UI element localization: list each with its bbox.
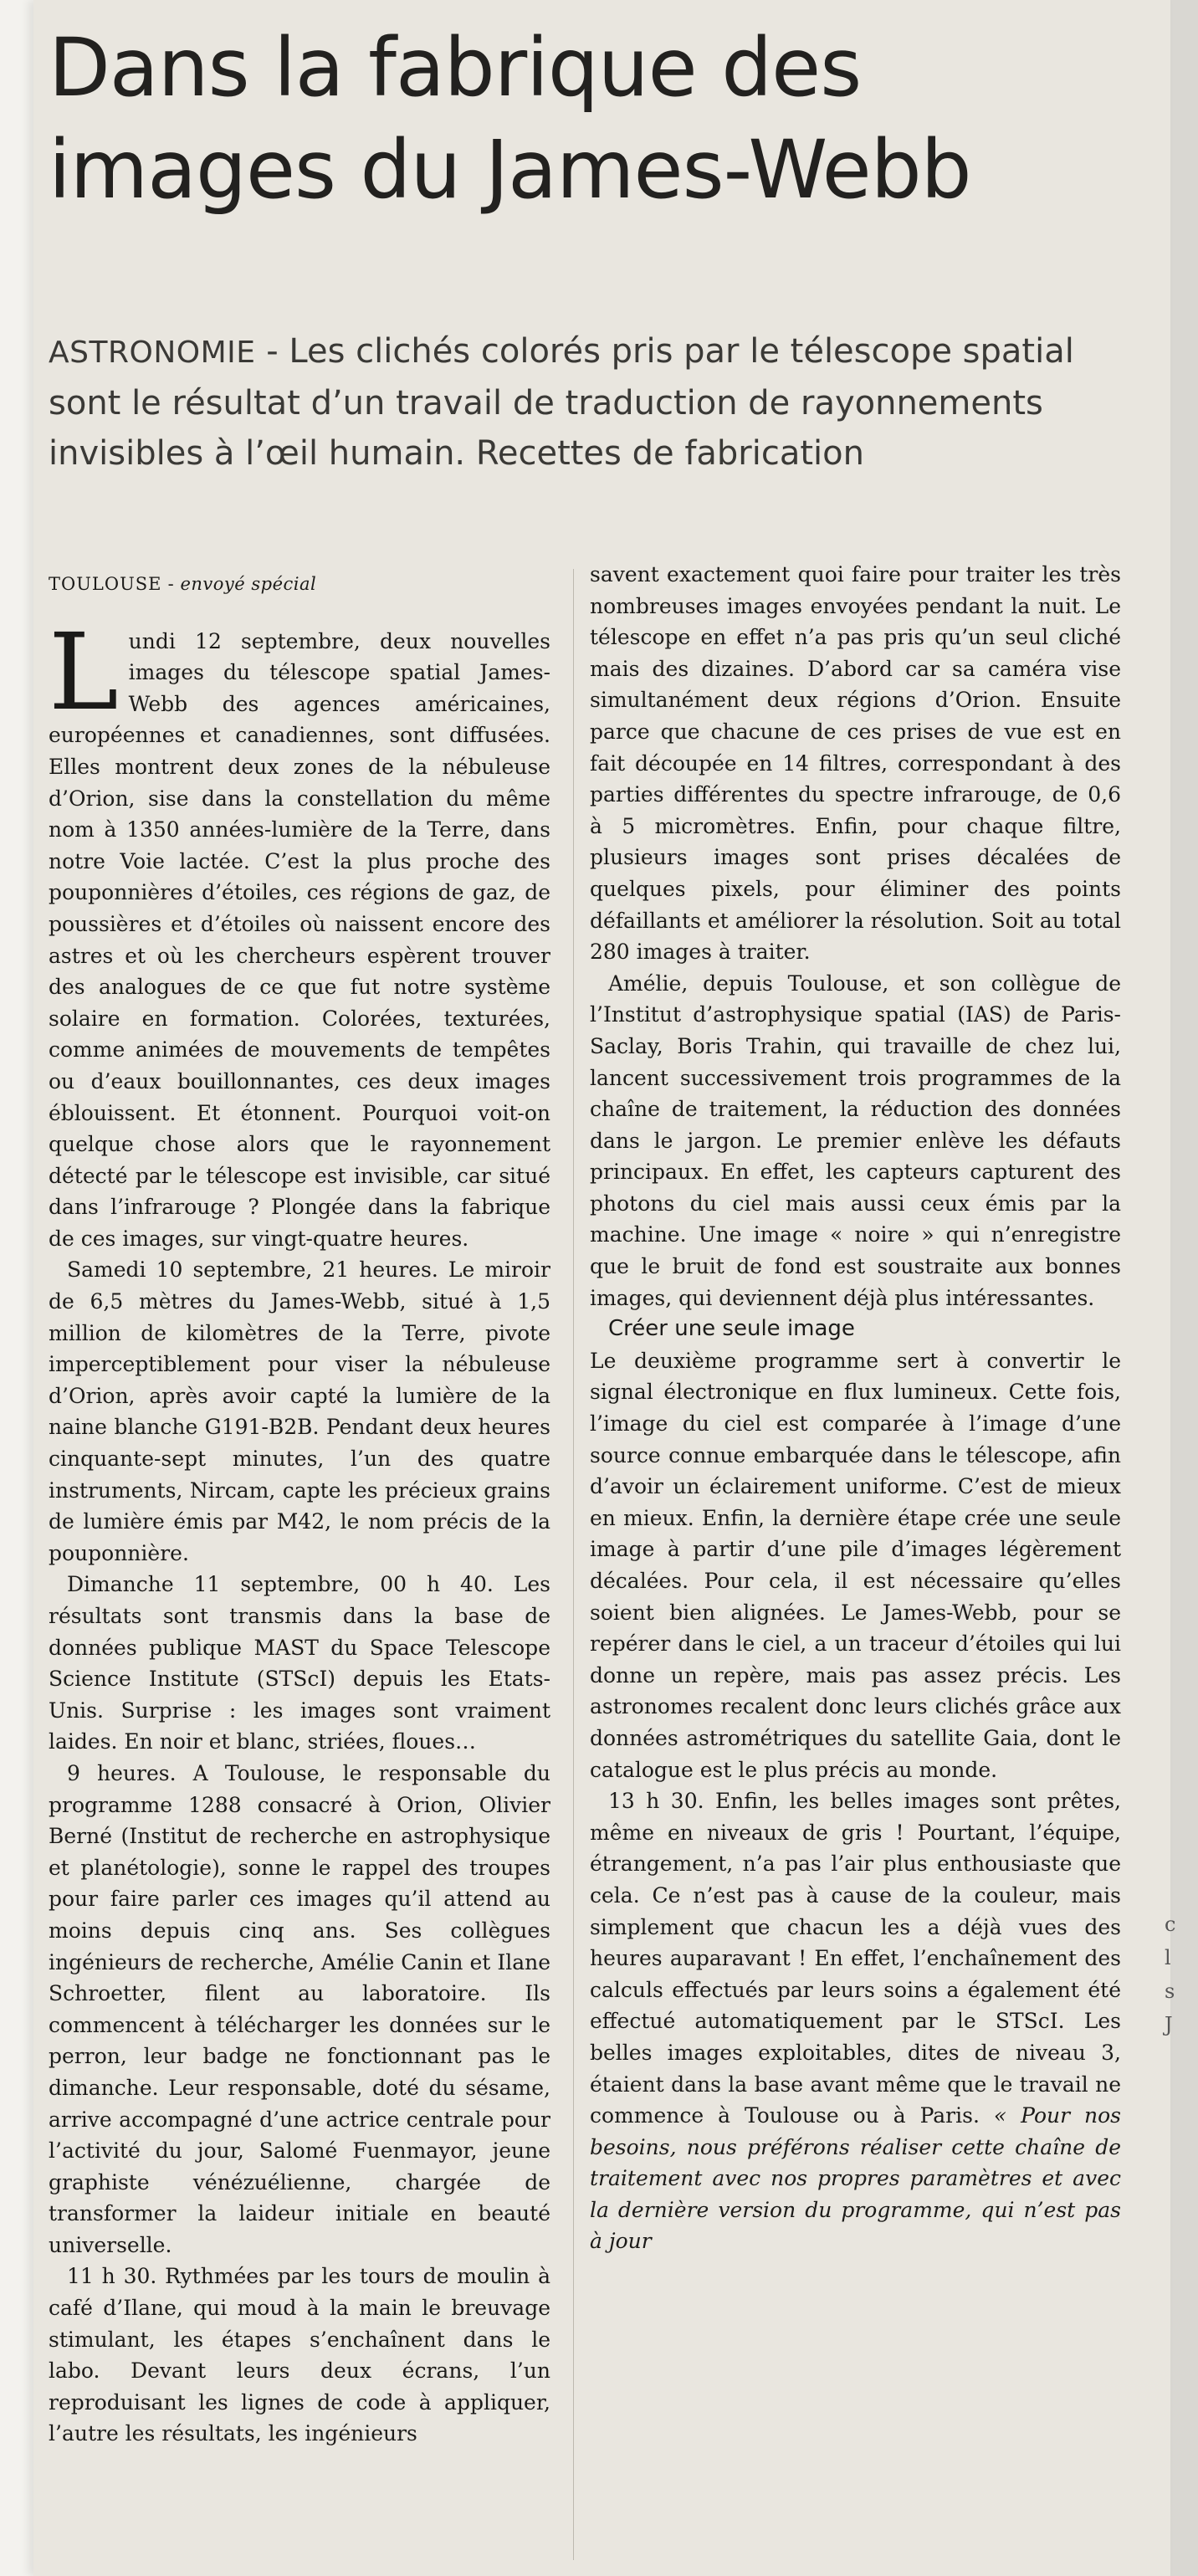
- paragraph: Le deuxième programme sert à convertir le signal électronique en flux lumineux. Cette fois, l’image du ciel est comparée à l’image d’une source connue embarquée dans le télescope, afin d’avoir un éclairement uniforme. C’est de mieux en mieux. Enfin, la dernière étape crée une seule image à partir d’une pile d’images légèrement décalées. Pour cela, il est nécessaire qu’elles soient bien alignées. Le James-Webb, pour se repérer dans le ciel, a un traceur d’étoiles qui lui donne un repère, mais pas assez précis. Les astronomes recalent donc leurs clichés grâce aux données astrométriques du satellite Gaia, dont le catalogue est le plus précis au monde.: [590, 1348, 1121, 1782]
- paragraph-lead-text: undi 12 septembre, deux nouvelles images du télescope spatial James-Webb des agences américaines, européennes et canadiennes, sont diffusées. Elles montrent deux zones de la nébuleuse d’Orion, sise dans la constellation du même nom à 1350 années-lumière de la Terre, dans notre Voie lactée. C’est la plus proche des pouponnières d’étoiles, ces régions de gaz, de poussières et d’étoiles où naissent encore des astres et où les chercheurs espèrent trouver des analogues de ce que fut notre système solaire en formation. Colorées, texturées, comme animées de mouvements de tempêtes ou d’eaux bouillonnantes, ces deux images éblouissent. Et étonnent. Pourquoi voit-on quelque chose alors que le rayonnement détecté par le télescope est invisible, car situé dans l’infrarouge ? Plongée dans la fabrique de ces images, sur vingt-quatre heures.: [49, 628, 550, 1251]
- drop-cap: L: [49, 610, 119, 734]
- newspaper-page: [33, 0, 1176, 2576]
- byline-role: envoyé spécial: [180, 574, 317, 594]
- article-column-left: [49, 569, 550, 2450]
- paragraph-continued: savent exactement quoi faire pour traiter les très nombreuses images envoyées pendant la nuit. Le télescope en effet n’a pas pris qu’un seul cliché mais des dizaines. D’abord car sa caméra vise simultanément deux régions d’Orion. Ensuite parce que chacune de ces prises de vue est en fait découpée en 14 filtres, correspondant à des parties différentes du spectre infrarouge, de 0,6 à 5 micromètres. Enfin, pour chaque filtre, plusieurs images sont prises décalées de quelques pixels, pour éliminer des points défaillants et améliorer la résolution. Soit au total 280 images à traiter.: [590, 562, 1121, 965]
- paragraph: 9 heures. A Toulouse, le responsable du programme 1288 consacré à Orion, Olivier Berné (Institut de recherche en astrophysique et planétologie), sonne le rappel des troupes pour faire parler ces images qu’il attend au moins depuis cinq ans. Ses collègues ingénieurs de recherche, Amélie Canin et Ilane Schroetter, filent au laboratoire. Ils commencent à télécharger les données sur le perron, leur badge ne fonctionnant pas le dimanche. Leur responsable, doté du sésame, arrive accompagné d’une actrice centrale pour l’activité du jour, Salomé Fuenmayor, jeune graphiste vénézuélienne, chargée de transformer la laideur initiale en beauté universelle.: [49, 1760, 550, 2257]
- article-headline: Dans la fabrique des images du James-Webb: [49, 21, 971, 217]
- paragraph: Dimanche 11 septembre, 00 h 40. Les résultats sont transmis dans la base de données publique MAST du Space Telescope Science Institute (STScI) depuis les Etats-Unis. Surprise : les images sont vraiment laides. En noir et blanc, striées, floues…: [49, 1572, 550, 1754]
- paragraph-lead: [49, 610, 550, 1255]
- article-deck: [49, 326, 1153, 479]
- section-subheading: Créer une seule image: [608, 1316, 855, 1342]
- deck-text: Les clichés colorés pris par le télescope spatial sont le résultat d’un travail de traduction de rayonnements invisibles à l’œil humain. Recettes de fabrication: [49, 332, 1074, 473]
- bleed-letter: c: [1165, 1913, 1176, 1936]
- bleed-letter: s: [1165, 1979, 1175, 2003]
- deck-rubric: ASTRONOMIE: [49, 335, 256, 370]
- byline-separator: -: [161, 574, 181, 594]
- paragraph: Amélie, depuis Toulouse, et son collègue de l’Institut d’astrophysique spatial (IAS) de Paris-Saclay, Boris Trahin, qui travaille de chez lui, lancent successivement trois programmes de la chaîne de traitement, la réduction des données dans le jargon. Le premier enlève les défauts principaux. En effet, les capteurs capturent des photons du ciel mais aussi ceux émis par la machine. Une image « noire » qui n’enregistre que le bruit de fond est soustraite aux bonnes images, qui deviennent déjà plus intéressantes.: [590, 970, 1121, 1310]
- bleed-letter: l: [1165, 1946, 1171, 1969]
- quote-text: « Pour nos besoins, nous préférons réaliser cette chaîne de traitement avec nos propres paramètres et avec la dernière version du programme, qui n’est pas à jour: [590, 2103, 1121, 2254]
- byline-location: TOULOUSE: [49, 574, 162, 594]
- page-margin: [0, 0, 33, 2576]
- paragraph: Samedi 10 septembre, 21 heures. Le miroir de 6,5 mètres du James-Webb, situé à 1,5 million de kilomètres de la Terre, pivote imperceptiblement pour viser la nébuleuse d’Orion, après avoir capté la lumière de la naine blanche G191-B2B. Pendant deux heures cinquante-sept minutes, l’un des quatre instruments, Nircam, capte les précieux grains de lumière émis par M42, le nom précis de la pouponnière.: [49, 1257, 550, 1565]
- byline: [49, 569, 550, 601]
- paragraph: [590, 1785, 1121, 2257]
- article-column-right: [590, 559, 1121, 2257]
- deck-separator: -: [255, 332, 289, 371]
- paragraph: 11 h 30. Rythmées par les tours de moulin à café d’Ilane, qui moud à la main le breuvage stimulant, les étapes s’enchaînent dans le labo. Devant leurs deux écrans, l’un reproduisant les lignes de code à appliquer, l’autre les résultats, les ingénieurs: [49, 2264, 550, 2446]
- bleed-letter: J: [1165, 2013, 1173, 2036]
- adjacent-column-fragment: [1165, 1908, 1198, 2041]
- column-divider: [573, 569, 574, 2560]
- paragraph-text: 13 h 30. Enfin, les belles images sont prêtes, même en niveaux de gris ! Pourtant, l’équipe, étrangement, n’a pas l’air plus enthousiaste que cela. Ce n’est pas à cause de la couleur, mais simplement que chacun les a déjà vues des heures auparavant ! En effet, l’enchaînement des calculs effectués par leurs soins a également été effectué automatiquement par le STScI. Les belles images exploitables, dites de niveau 3, étaient dans la base avant même que le travail ne commence à Toulouse ou à Paris.: [590, 1789, 1121, 2128]
